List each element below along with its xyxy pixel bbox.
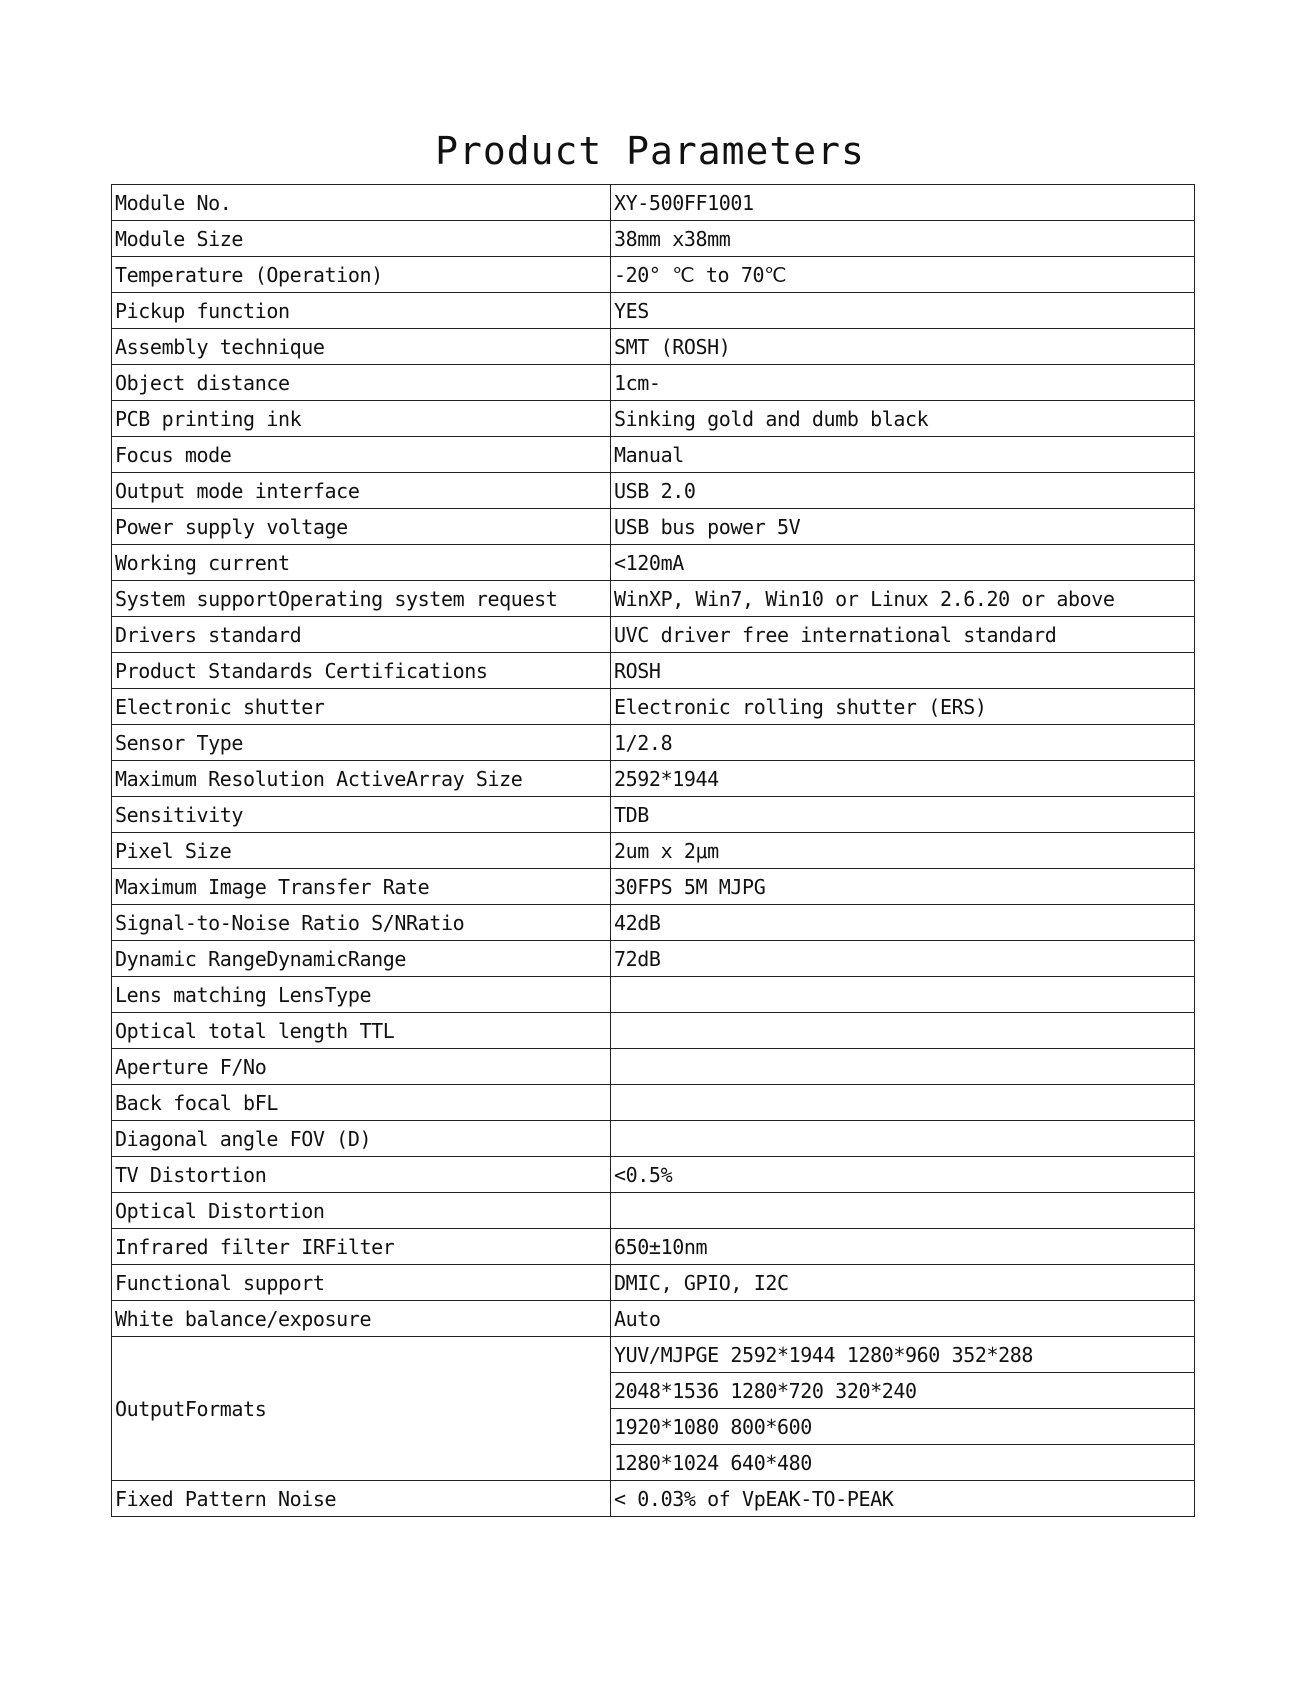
- param-value: YES: [611, 293, 1195, 329]
- param-label: PCB printing ink: [112, 401, 611, 437]
- param-row: [112, 545, 1195, 581]
- param-row: [112, 1013, 1195, 1049]
- param-label: Drivers standard: [112, 617, 611, 653]
- param-label: Diagonal angle FOV (D): [112, 1121, 611, 1157]
- parameters-table-body: [112, 185, 1195, 1517]
- param-value: [611, 1013, 1195, 1049]
- output-formats-value: 1280*1024 640*480: [611, 1445, 1195, 1481]
- param-row: [112, 977, 1195, 1013]
- param-label: Focus mode: [112, 437, 611, 473]
- param-label: Object distance: [112, 365, 611, 401]
- param-value: 1/2.8: [611, 725, 1195, 761]
- param-value: XY-500FF1001: [611, 185, 1195, 221]
- param-label: Working current: [112, 545, 611, 581]
- param-value: <0.5%: [611, 1157, 1195, 1193]
- param-label: White balance/exposure: [112, 1301, 611, 1337]
- output-formats-value: 1920*1080 800*600: [611, 1409, 1195, 1445]
- param-row: [112, 905, 1195, 941]
- param-value: USB 2.0: [611, 473, 1195, 509]
- param-row: [112, 473, 1195, 509]
- param-row: [112, 185, 1195, 221]
- param-label: Infrared filter IRFilter: [112, 1229, 611, 1265]
- param-row: [112, 869, 1195, 905]
- param-label: Sensitivity: [112, 797, 611, 833]
- param-value: 42dB: [611, 905, 1195, 941]
- param-label: TV Distortion: [112, 1157, 611, 1193]
- param-value: 2592*1944: [611, 761, 1195, 797]
- param-label: Optical total length TTL: [112, 1013, 611, 1049]
- param-label: Module No.: [112, 185, 611, 221]
- param-label: Fixed Pattern Noise: [112, 1481, 611, 1517]
- param-value: SMT (ROSH): [611, 329, 1195, 365]
- param-label: Maximum Resolution ActiveArray Size: [112, 761, 611, 797]
- param-label: Product Standards Certifications: [112, 653, 611, 689]
- param-row: [112, 1301, 1195, 1337]
- param-row: [112, 401, 1195, 437]
- param-value: TDB: [611, 797, 1195, 833]
- param-label: Dynamic RangeDynamicRange: [112, 941, 611, 977]
- output-formats-row-1: [112, 1337, 1195, 1373]
- param-value: [611, 1193, 1195, 1229]
- param-label: Output mode interface: [112, 473, 611, 509]
- param-row: [112, 257, 1195, 293]
- param-label: System supportOperating system request: [112, 581, 611, 617]
- param-value: Manual: [611, 437, 1195, 473]
- param-row: [112, 1157, 1195, 1193]
- parameters-table: [111, 184, 1195, 1517]
- param-row: [112, 797, 1195, 833]
- page-title: Product Parameters: [435, 129, 865, 173]
- param-row: [112, 293, 1195, 329]
- param-value: 1cm-: [611, 365, 1195, 401]
- param-row: [112, 1049, 1195, 1085]
- param-row: [112, 689, 1195, 725]
- param-value: DMIC, GPIO, I2C: [611, 1265, 1195, 1301]
- param-label: Pickup function: [112, 293, 611, 329]
- param-value: 38mm x38mm: [611, 221, 1195, 257]
- param-value: 72dB: [611, 941, 1195, 977]
- param-value: [611, 977, 1195, 1013]
- param-label: Back focal bFL: [112, 1085, 611, 1121]
- param-label: Pixel Size: [112, 833, 611, 869]
- param-label: Power supply voltage: [112, 509, 611, 545]
- param-row: [112, 1193, 1195, 1229]
- param-label: Signal-to-Noise Ratio S/NRatio: [112, 905, 611, 941]
- param-value: Electronic rolling shutter (ERS): [611, 689, 1195, 725]
- param-label: Sensor Type: [112, 725, 611, 761]
- param-label: Lens matching LensType: [112, 977, 611, 1013]
- param-row: [112, 329, 1195, 365]
- param-label: Maximum Image Transfer Rate: [112, 869, 611, 905]
- param-value: -20° ℃ to 70℃: [611, 257, 1195, 293]
- param-row: [112, 941, 1195, 977]
- param-value: WinXP, Win7, Win10 or Linux 2.6.20 or above: [611, 581, 1195, 617]
- param-row: [112, 1265, 1195, 1301]
- output-formats-value: 2048*1536 1280*720 320*240: [611, 1373, 1195, 1409]
- param-row: [112, 1229, 1195, 1265]
- param-value: 650±10nm: [611, 1229, 1195, 1265]
- param-row: [112, 1085, 1195, 1121]
- param-row: [112, 221, 1195, 257]
- param-row: [112, 725, 1195, 761]
- param-value: < 0.03% of VpEAK-TO-PEAK: [611, 1481, 1195, 1517]
- param-row: [112, 509, 1195, 545]
- param-label: Functional support: [112, 1265, 611, 1301]
- output-formats-label: OutputFormats: [112, 1337, 611, 1481]
- param-value: Sinking gold and dumb black: [611, 401, 1195, 437]
- param-label: Aperture F/No: [112, 1049, 611, 1085]
- param-value: UVC driver free international standard: [611, 617, 1195, 653]
- param-value: Auto: [611, 1301, 1195, 1337]
- param-value: [611, 1121, 1195, 1157]
- param-label: Electronic shutter: [112, 689, 611, 725]
- param-value: <120mA: [611, 545, 1195, 581]
- param-row: [112, 365, 1195, 401]
- param-label: Optical Distortion: [112, 1193, 611, 1229]
- output-formats-value: YUV/MJPGE 2592*1944 1280*960 352*288: [611, 1337, 1195, 1373]
- param-value: ROSH: [611, 653, 1195, 689]
- fixed-pattern-noise-row: [112, 1481, 1195, 1517]
- param-row: [112, 581, 1195, 617]
- param-row: [112, 761, 1195, 797]
- param-label: Temperature (Operation): [112, 257, 611, 293]
- param-value: 2um x 2μm: [611, 833, 1195, 869]
- param-label: Assembly technique: [112, 329, 611, 365]
- param-value: [611, 1085, 1195, 1121]
- param-row: [112, 617, 1195, 653]
- param-row: [112, 653, 1195, 689]
- param-value: [611, 1049, 1195, 1085]
- param-row: [112, 437, 1195, 473]
- param-value: USB bus power 5V: [611, 509, 1195, 545]
- param-row: [112, 1121, 1195, 1157]
- param-value: 30FPS 5M MJPG: [611, 869, 1195, 905]
- param-row: [112, 833, 1195, 869]
- param-label: Module Size: [112, 221, 611, 257]
